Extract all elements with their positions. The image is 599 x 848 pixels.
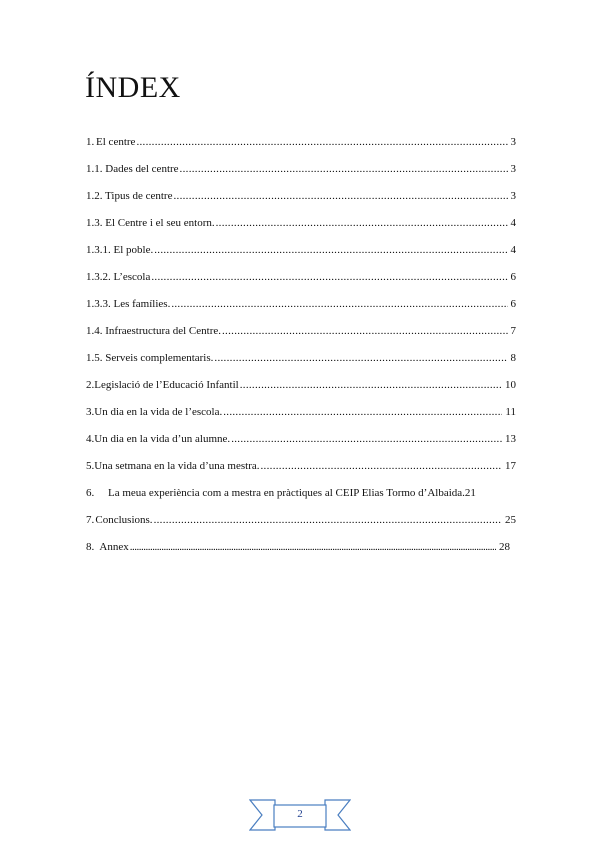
toc-entry-page: 17	[505, 460, 516, 472]
toc-leader-dots	[240, 378, 502, 392]
toc-leader-dots	[214, 351, 507, 365]
ribbon-right-tail	[325, 800, 350, 830]
toc-entry-title: 1.4. Infraestructura del Centre.	[86, 325, 221, 337]
toc-entry[interactable]	[86, 158, 516, 176]
toc-entry-title: Una setmana en la vida d’una mestra.	[94, 460, 260, 472]
toc-entry-number: 4.	[86, 433, 95, 445]
toc-entry-title: 1.1. Dades del centre	[86, 163, 179, 175]
toc-entry[interactable]	[86, 509, 516, 527]
toc-entry-title: Conclusions.	[95, 514, 153, 526]
toc-entry[interactable]	[86, 266, 516, 284]
toc-entry[interactable]	[86, 131, 516, 149]
toc-entry-title: 1.5. Serveis complementaris.	[86, 352, 214, 364]
toc-entry-page: 6	[510, 298, 516, 310]
toc-entry[interactable]	[86, 185, 516, 203]
toc-leader-dots	[216, 216, 508, 230]
toc-entry-title: La meua experiència com a mestra en pràctiques al CEIP Elias Tormo d’Albaida.21	[108, 487, 476, 499]
toc-entry[interactable]	[86, 374, 516, 392]
toc-entry-number: 5.	[86, 460, 95, 472]
toc-leader-dots	[154, 513, 502, 527]
toc-entry[interactable]	[86, 455, 516, 473]
toc-entry-title: Un dia en la vida d’un alumne.	[94, 433, 231, 445]
toc-leader-dots	[154, 243, 507, 257]
toc-entry-title: 1.3.3. Les famílies.	[86, 298, 171, 310]
toc-entry[interactable]	[86, 239, 516, 257]
toc-entry-title: Un dia en la vida de l’escola.	[94, 406, 223, 418]
toc-entry[interactable]	[86, 428, 516, 446]
toc-entry-title: 1.3. El Centre i el seu entorn.	[86, 217, 215, 229]
toc-entry-number: 1.	[86, 136, 95, 148]
page-number: 2	[297, 808, 303, 820]
toc-entry-page: 7	[510, 325, 516, 337]
toc-leader-dots	[261, 459, 503, 473]
toc-entry-page: 3	[510, 190, 516, 202]
toc-entry-title: Annex	[99, 541, 129, 553]
toc-entry-title: 1.2. Tipus de centre	[86, 190, 173, 202]
toc-entry-page: 10	[505, 379, 516, 391]
toc-entry-number: 2.	[86, 379, 95, 391]
toc-leader-dots	[130, 540, 496, 554]
toc-entry-page: 11	[505, 406, 516, 418]
toc-entry-page: 8	[510, 352, 516, 364]
toc-entry-title: 1.3.1. El poble.	[86, 244, 154, 256]
toc-leader-dots	[173, 189, 507, 203]
toc-leader-dots	[231, 432, 502, 446]
toc-entry-page: 25	[505, 514, 516, 526]
toc-entry-title: 1.3.2. L’escola	[86, 271, 151, 283]
toc-leader-dots	[136, 135, 507, 149]
toc-entry-page: 4	[510, 244, 516, 256]
toc-leader-dots	[222, 324, 508, 338]
toc-entry[interactable]	[86, 401, 516, 419]
toc-entry-page: 13	[505, 433, 516, 445]
toc-entry[interactable]	[86, 320, 516, 338]
toc-entry-page: 4	[510, 217, 516, 229]
toc-entry[interactable]	[86, 482, 526, 500]
toc-leader-dots	[180, 162, 508, 176]
toc-entry[interactable]	[86, 536, 510, 554]
toc-leader-dots	[223, 405, 502, 419]
toc-leader-dots	[151, 270, 507, 284]
toc-entry-page: 3	[510, 136, 516, 148]
toc-leader-dots	[171, 297, 507, 311]
toc-entry-number: 6.	[86, 487, 95, 499]
toc-entry[interactable]	[86, 347, 516, 365]
toc-entry-title: El centre	[96, 136, 136, 148]
toc-entry-number: 3.	[86, 406, 95, 418]
toc-entry-page: 3	[510, 163, 516, 175]
toc-entry-number: 7.	[86, 514, 95, 526]
toc-entry[interactable]	[86, 212, 516, 230]
toc-entry-page: 6	[510, 271, 516, 283]
page-title: ÍNDEX	[85, 71, 181, 104]
toc-entry-title: Legislació de l’Educació Infantil	[94, 379, 239, 391]
toc-entry-number: 8.	[86, 541, 95, 553]
ribbon-left-tail	[250, 800, 275, 830]
toc-entry[interactable]	[86, 293, 516, 311]
toc-entry-page: 28	[499, 541, 510, 553]
